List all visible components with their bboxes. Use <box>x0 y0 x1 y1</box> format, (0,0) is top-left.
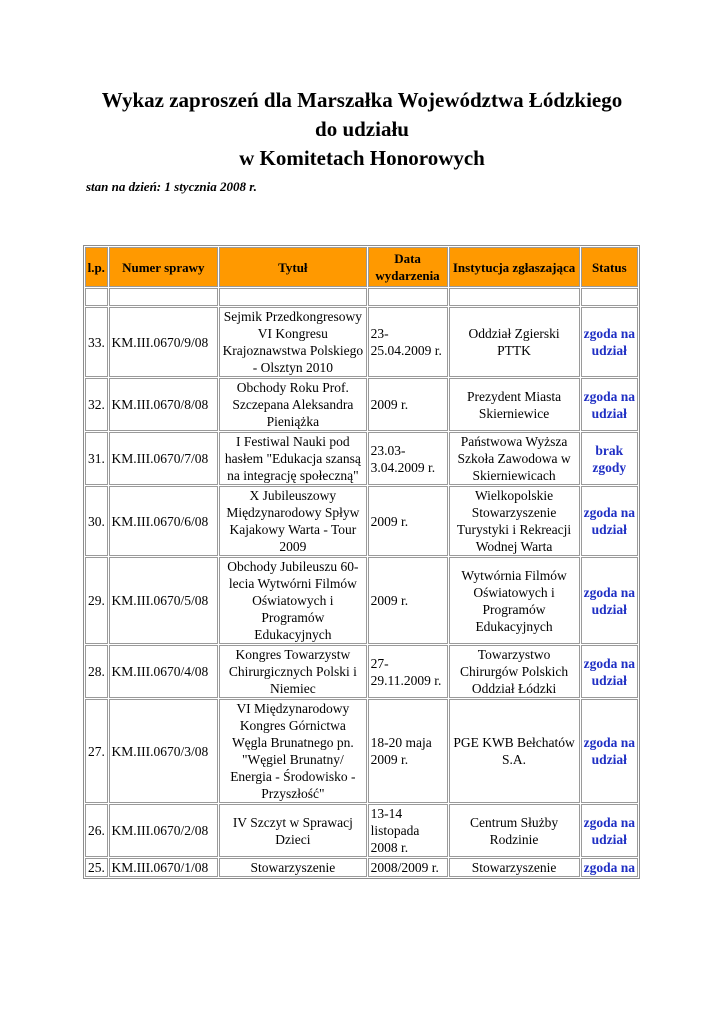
cell-event-date: 23.03-3.04.2009 r. <box>368 432 448 485</box>
spacer-cell <box>109 288 219 306</box>
table-row <box>85 378 638 431</box>
table-row <box>85 858 638 877</box>
cell-title: Obchody Roku Prof. Szczepana Aleksandra Pieniążka <box>219 378 366 431</box>
table-row <box>85 699 638 803</box>
cell-event-date: 27-29.11.2009 r. <box>368 645 448 698</box>
cell-event-date: 2009 r. <box>368 378 448 431</box>
status-date: stan na dzień: 1 stycznia 2008 r. <box>86 179 257 194</box>
cell-lp: 30. <box>85 486 108 556</box>
cell-event-date: 2009 r. <box>368 557 448 644</box>
cell-case-number: KM.III.0670/8/08 <box>109 378 219 431</box>
table-spacer-row <box>85 288 638 306</box>
table-header-row <box>85 247 638 287</box>
header-title: Tytuł <box>219 247 366 287</box>
cell-title: X Jubileuszowy Międzynarodowy Spływ Kajakowy Warta - Tour 2009 <box>219 486 366 556</box>
cell-title: Kongres Towarzystw Chirurgicznych Polski i Niemiec <box>219 645 366 698</box>
cell-case-number: KM.III.0670/5/08 <box>109 557 219 644</box>
cell-event-date: 18-20 maja 2009 r. <box>368 699 448 803</box>
cell-case-number: KM.III.0670/7/08 <box>109 432 219 485</box>
cell-status: zgoda na udział <box>581 486 638 556</box>
spacer-cell <box>85 288 108 306</box>
title-line-1: Wykaz zaproszeń dla Marszałka Województwa Łódzkiego <box>101 88 623 112</box>
cell-lp: 26. <box>85 804 108 857</box>
cell-title: Obchody Jubileuszu 60-lecia Wytwórni Filmów Oświatowych i Programów Edukacyjnych <box>219 557 366 644</box>
spacer-cell <box>368 288 448 306</box>
cell-title: Stowarzyszenie <box>219 858 366 877</box>
table-row <box>85 432 638 485</box>
cell-status: zgoda na udział <box>581 378 638 431</box>
cell-lp: 33. <box>85 307 108 377</box>
header-status: Status <box>581 247 638 287</box>
header-lp: l.p. <box>85 247 108 287</box>
cell-title: I Festiwal Nauki pod hasłem "Edukacja szansą na integrację społeczną" <box>219 432 366 485</box>
table-row <box>85 557 638 644</box>
cell-institution: Stowarzyszenie <box>449 858 580 877</box>
cell-title: Sejmik Przedkongresowy VI Kongresu Krajoznawstwa Polskiego - Olsztyn 2010 <box>219 307 366 377</box>
cell-title: IV Szczyt w Sprawacj Dzieci <box>219 804 366 857</box>
cell-event-date: 23-25.04.2009 r. <box>368 307 448 377</box>
cell-status: zgoda na udział <box>581 699 638 803</box>
spacer-cell <box>581 288 638 306</box>
cell-institution: Centrum Służby Rodzinie <box>449 804 580 857</box>
spacer-cell <box>219 288 366 306</box>
header-institution: Instytucja zgłaszająca <box>449 247 580 287</box>
table-row <box>85 645 638 698</box>
cell-lp: 31. <box>85 432 108 485</box>
cell-status: zgoda na udział <box>581 557 638 644</box>
header-case-number: Numer sprawy <box>109 247 219 287</box>
cell-event-date: 2009 r. <box>368 486 448 556</box>
cell-lp: 32. <box>85 378 108 431</box>
cell-institution: Wielkopolskie Stowarzyszenie Turystyki i Rekreacji Wodnej Warta <box>449 486 580 556</box>
title-line-2: do udziału <box>315 117 409 141</box>
cell-case-number: KM.III.0670/1/08 <box>109 858 219 877</box>
cell-institution: Prezydent Miasta Skierniewice <box>449 378 580 431</box>
table-row <box>85 804 638 857</box>
cell-institution: Oddział Zgierski PTTK <box>449 307 580 377</box>
cell-status: zgoda na udział <box>581 804 638 857</box>
invitations-table <box>83 245 640 879</box>
title-line-3: w Komitetach Honorowych <box>239 146 485 170</box>
cell-institution: PGE KWB Bełchatów S.A. <box>449 699 580 803</box>
cell-status: zgoda na <box>581 858 638 877</box>
header-event-date: Data wydarzenia <box>368 247 448 287</box>
cell-institution: Towarzystwo Chirurgów Polskich Oddział Łódzki <box>449 645 580 698</box>
cell-case-number: KM.III.0670/4/08 <box>109 645 219 698</box>
cell-event-date: 13-14 listopada 2008 r. <box>368 804 448 857</box>
cell-title: VI Międzynarodowy Kongres Górnictwa Węgla Brunatnego pn. "Węgiel Brunatny/ Energia - Środowisko - Przyszłość" <box>219 699 366 803</box>
cell-case-number: KM.III.0670/9/08 <box>109 307 219 377</box>
table-row <box>85 307 638 377</box>
cell-lp: 28. <box>85 645 108 698</box>
cell-lp: 27. <box>85 699 108 803</box>
table-row <box>85 486 638 556</box>
cell-case-number: KM.III.0670/3/08 <box>109 699 219 803</box>
cell-institution: Wytwórnia Filmów Oświatowych i Programów Edukacyjnych <box>449 557 580 644</box>
cell-lp: 29. <box>85 557 108 644</box>
cell-status: zgoda na udział <box>581 645 638 698</box>
document-title <box>0 86 724 173</box>
cell-status: brak zgody <box>581 432 638 485</box>
cell-case-number: KM.III.0670/2/08 <box>109 804 219 857</box>
spacer-cell <box>449 288 580 306</box>
cell-institution: Państwowa Wyższa Szkoła Zawodowa w Skierniewicach <box>449 432 580 485</box>
cell-lp: 25. <box>85 858 108 877</box>
cell-event-date: 2008/2009 r. <box>368 858 448 877</box>
cell-status: zgoda na udział <box>581 307 638 377</box>
cell-case-number: KM.III.0670/6/08 <box>109 486 219 556</box>
